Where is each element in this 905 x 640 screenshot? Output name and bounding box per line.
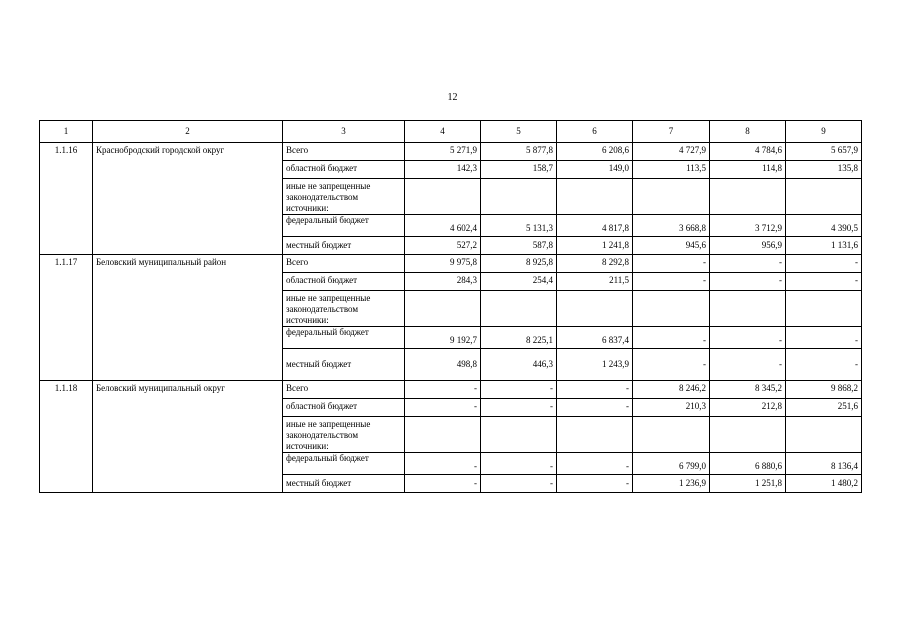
value-cell: - (710, 273, 786, 291)
value-cell (786, 179, 862, 215)
value-cell: - (481, 453, 557, 475)
municipality-name: Краснобродский городской округ (93, 143, 283, 255)
value-cell: 9 975,8 (405, 255, 481, 273)
value-cell: - (557, 475, 633, 493)
value-cell: 5 131,3 (481, 215, 557, 237)
value-cell: - (786, 327, 862, 349)
value-cell: 1 251,8 (710, 475, 786, 493)
value-cell (481, 417, 557, 453)
table-row (40, 143, 862, 161)
municipality-name: Беловский муниципальный округ (93, 381, 283, 493)
page-number: 12 (447, 92, 458, 103)
value-cell: 113,5 (633, 161, 710, 179)
value-cell: 5 877,8 (481, 143, 557, 161)
row-code: 1.1.17 (40, 255, 93, 381)
value-cell: 6 799,0 (633, 453, 710, 475)
value-cell: 6 208,6 (557, 143, 633, 161)
value-cell: 8 136,4 (786, 453, 862, 475)
value-cell: 284,3 (405, 273, 481, 291)
value-cell: - (710, 349, 786, 381)
value-cell: - (633, 255, 710, 273)
value-cell: 527,2 (405, 237, 481, 255)
value-cell: 1 243,9 (557, 349, 633, 381)
value-cell: - (405, 381, 481, 399)
value-cell: 135,8 (786, 161, 862, 179)
value-cell (481, 291, 557, 327)
funding-source-label: федеральный бюджет (283, 453, 405, 475)
value-cell: - (710, 255, 786, 273)
value-cell: 8 925,8 (481, 255, 557, 273)
funding-source-label: Всего (283, 255, 405, 273)
value-cell (405, 179, 481, 215)
value-cell: 149,0 (557, 161, 633, 179)
row-code: 1.1.16 (40, 143, 93, 255)
value-cell: - (710, 327, 786, 349)
header-cell: 4 (405, 121, 481, 143)
funding-source-label: областной бюджет (283, 273, 405, 291)
value-cell: 6 880,6 (710, 453, 786, 475)
value-cell: 114,8 (710, 161, 786, 179)
value-cell: - (557, 453, 633, 475)
value-cell: 4 817,8 (557, 215, 633, 237)
budget-table (39, 120, 862, 493)
funding-source-label: иные не запрещенные законодательством источники: (283, 179, 405, 215)
value-cell (405, 291, 481, 327)
table-row (40, 381, 862, 399)
value-cell: 4 784,6 (710, 143, 786, 161)
value-cell: 5 271,9 (405, 143, 481, 161)
value-cell: 251,6 (786, 399, 862, 417)
header-cell: 8 (710, 121, 786, 143)
value-cell: - (633, 273, 710, 291)
value-cell: 158,7 (481, 161, 557, 179)
value-cell (786, 417, 862, 453)
value-cell: 3 668,8 (633, 215, 710, 237)
value-cell: - (405, 399, 481, 417)
value-cell: - (633, 327, 710, 349)
value-cell: 498,8 (405, 349, 481, 381)
value-cell: 8 292,8 (557, 255, 633, 273)
value-cell (710, 291, 786, 327)
value-cell (557, 179, 633, 215)
value-cell: 3 712,9 (710, 215, 786, 237)
header-cell: 9 (786, 121, 862, 143)
row-code: 1.1.18 (40, 381, 93, 493)
value-cell: - (481, 399, 557, 417)
value-cell: - (557, 381, 633, 399)
funding-source-label: иные не запрещенные законодательством источники: (283, 291, 405, 327)
value-cell: 9 868,2 (786, 381, 862, 399)
value-cell: 254,4 (481, 273, 557, 291)
value-cell: - (786, 349, 862, 381)
value-cell: 8 246,2 (633, 381, 710, 399)
value-cell: 212,8 (710, 399, 786, 417)
value-cell: 211,5 (557, 273, 633, 291)
value-cell: 1 241,8 (557, 237, 633, 255)
value-cell: - (405, 453, 481, 475)
value-cell: 4 727,9 (633, 143, 710, 161)
value-cell: 4 602,4 (405, 215, 481, 237)
funding-source-label: областной бюджет (283, 399, 405, 417)
value-cell (633, 291, 710, 327)
funding-source-label: областной бюджет (283, 161, 405, 179)
header-cell: 1 (40, 121, 93, 143)
value-cell: 1 236,9 (633, 475, 710, 493)
value-cell: 945,6 (633, 237, 710, 255)
value-cell: - (481, 381, 557, 399)
funding-source-label: Всего (283, 143, 405, 161)
value-cell: 210,3 (633, 399, 710, 417)
value-cell: 4 390,5 (786, 215, 862, 237)
header-cell: 6 (557, 121, 633, 143)
value-cell: - (557, 399, 633, 417)
value-cell (557, 291, 633, 327)
value-cell: 5 657,9 (786, 143, 862, 161)
value-cell (710, 417, 786, 453)
funding-source-label: иные не запрещенные законодательством источники: (283, 417, 405, 453)
funding-source-label: федеральный бюджет (283, 215, 405, 237)
funding-source-label: федеральный бюджет (283, 327, 405, 349)
header-cell: 7 (633, 121, 710, 143)
value-cell (633, 417, 710, 453)
value-cell: 1 480,2 (786, 475, 862, 493)
value-cell: - (633, 349, 710, 381)
value-cell: 956,9 (710, 237, 786, 255)
value-cell: 6 837,4 (557, 327, 633, 349)
funding-source-label: Всего (283, 381, 405, 399)
value-cell (633, 179, 710, 215)
value-cell: - (405, 475, 481, 493)
value-cell: - (481, 475, 557, 493)
value-cell: - (786, 255, 862, 273)
value-cell: 8 345,2 (710, 381, 786, 399)
header-row (40, 121, 862, 143)
value-cell: 142,3 (405, 161, 481, 179)
value-cell: 8 225,1 (481, 327, 557, 349)
value-cell: - (786, 273, 862, 291)
header-cell: 5 (481, 121, 557, 143)
value-cell (710, 179, 786, 215)
funding-source-label: местный бюджет (283, 475, 405, 493)
funding-source-label: местный бюджет (283, 349, 405, 381)
value-cell (405, 417, 481, 453)
value-cell: 1 131,6 (786, 237, 862, 255)
value-cell (786, 291, 862, 327)
funding-source-label: местный бюджет (283, 237, 405, 255)
header-cell: 3 (283, 121, 405, 143)
value-cell: 446,3 (481, 349, 557, 381)
municipality-name: Беловский муниципальный район (93, 255, 283, 381)
value-cell (481, 179, 557, 215)
header-cell: 2 (93, 121, 283, 143)
value-cell: 587,8 (481, 237, 557, 255)
value-cell: 9 192,7 (405, 327, 481, 349)
value-cell (557, 417, 633, 453)
table-row (40, 255, 862, 273)
